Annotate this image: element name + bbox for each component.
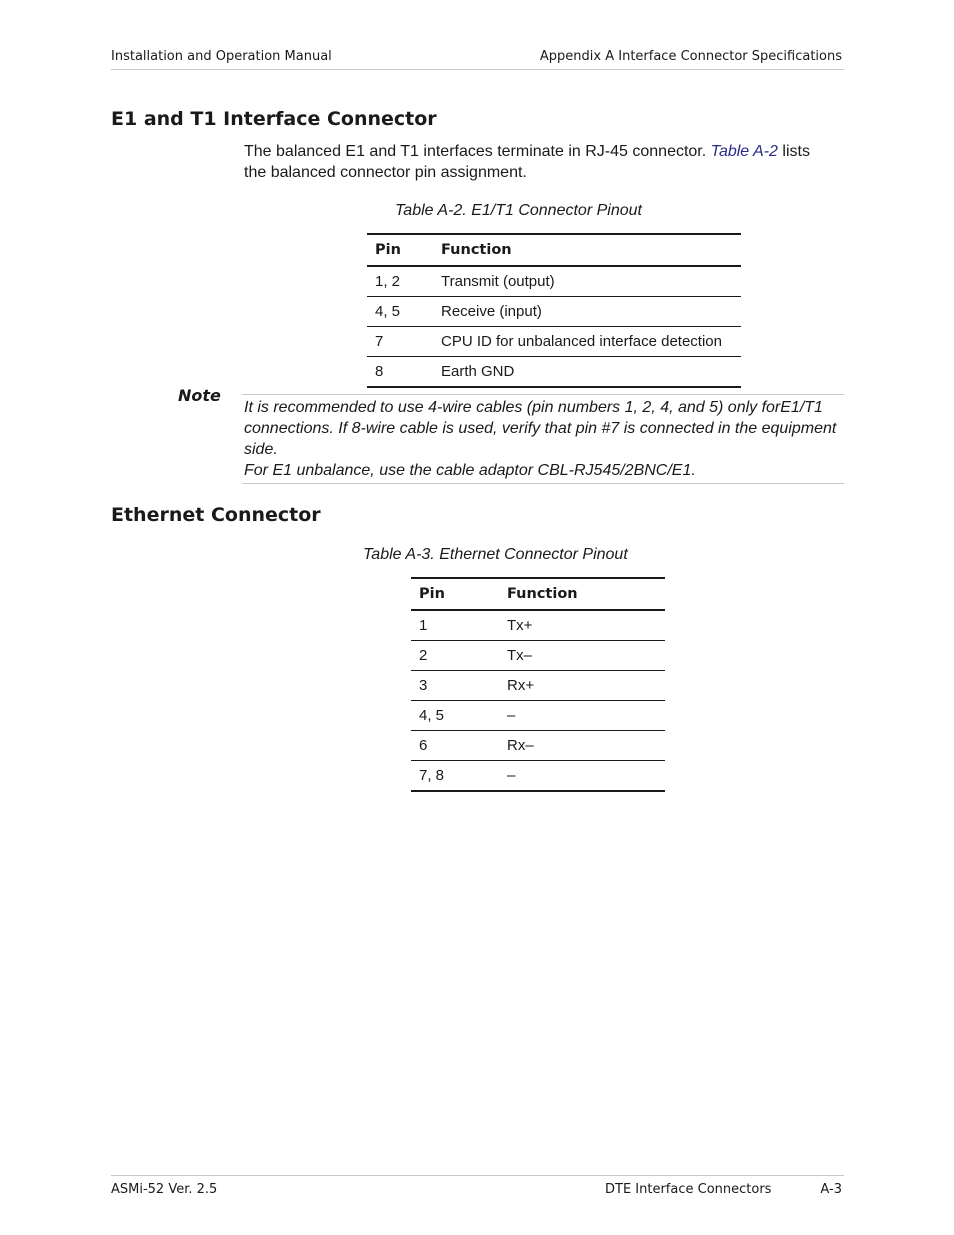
column-header-pin: Pin <box>419 586 445 602</box>
cell-function: Earth GND <box>433 357 741 388</box>
table-row <box>411 671 665 701</box>
table-row <box>411 610 665 641</box>
table-header-row <box>411 578 665 610</box>
note-line-1: It is recommended to use 4-wire cables (pin numbers 1, 2, 4, and 5) only forE1/T1 connections. If 8-wire cable is used, verify that pin #7 is connected in the equipment side. <box>244 399 837 458</box>
page-number: A-3 <box>820 1182 842 1197</box>
cell-pin: 1 <box>411 610 499 641</box>
note-bottom-rule <box>242 483 844 484</box>
table-e1-t1-pinout <box>367 233 741 388</box>
running-header-left: Installation and Operation Manual <box>111 49 332 64</box>
table-row <box>367 357 741 388</box>
cell-function: CPU ID for unbalanced interface detection <box>433 327 741 357</box>
table-row <box>411 761 665 792</box>
column-header-function: Function <box>507 586 578 602</box>
cell-pin: 4, 5 <box>367 297 433 327</box>
cell-function: Transmit (output) <box>433 266 741 297</box>
cell-function: – <box>499 701 665 731</box>
note-top-rule <box>242 394 844 395</box>
header-rule <box>111 69 844 70</box>
cell-function: Receive (input) <box>433 297 741 327</box>
footer-rule <box>111 1175 844 1176</box>
cell-pin: 1, 2 <box>367 266 433 297</box>
footer-left: ASMi-52 Ver. 2.5 <box>111 1182 218 1197</box>
table-header-row <box>367 234 741 266</box>
cell-function: Rx+ <box>499 671 665 701</box>
cell-pin: 7 <box>367 327 433 357</box>
table-row <box>411 641 665 671</box>
cell-function: Tx– <box>499 641 665 671</box>
table-a2-link[interactable]: Table A-2 <box>710 143 778 160</box>
intro-text-start: The balanced E1 and T1 interfaces terminate in RJ-45 connector. <box>244 143 711 160</box>
intro-paragraph <box>244 141 834 183</box>
section-title-ethernet: Ethernet Connector <box>111 504 321 526</box>
running-header-right: Appendix A Interface Connector Specifications <box>539 49 842 64</box>
intro-text-end: lists the balanced connector pin assignment. <box>244 143 810 181</box>
footer-center: DTE Interface Connectors <box>605 1182 772 1197</box>
cell-pin: 7, 8 <box>411 761 499 792</box>
section-title-e1-t1: E1 and T1 Interface Connector <box>111 108 437 130</box>
table-row <box>411 731 665 761</box>
table-row <box>411 701 665 731</box>
cell-function: Rx– <box>499 731 665 761</box>
table-row <box>367 297 741 327</box>
cell-function: – <box>499 761 665 792</box>
column-header-function: Function <box>441 242 512 258</box>
column-header-pin: Pin <box>375 242 401 258</box>
table-ethernet-pinout <box>411 577 665 792</box>
cell-function: Tx+ <box>499 610 665 641</box>
cell-pin: 2 <box>411 641 499 671</box>
note-body <box>244 397 839 481</box>
note-label: Note <box>178 386 221 405</box>
table-a2-caption: Table A-2. E1/T1 Connector Pinout <box>395 202 642 219</box>
cell-pin: 4, 5 <box>411 701 499 731</box>
note-line-2: For E1 unbalance, use the cable adaptor CBL-RJ545/2BNC/E1. <box>244 462 696 479</box>
table-row <box>367 266 741 297</box>
cell-pin: 6 <box>411 731 499 761</box>
cell-pin: 3 <box>411 671 499 701</box>
cell-pin: 8 <box>367 357 433 388</box>
table-a3-caption: Table A-3. Ethernet Connector Pinout <box>363 546 628 563</box>
table-row <box>367 327 741 357</box>
